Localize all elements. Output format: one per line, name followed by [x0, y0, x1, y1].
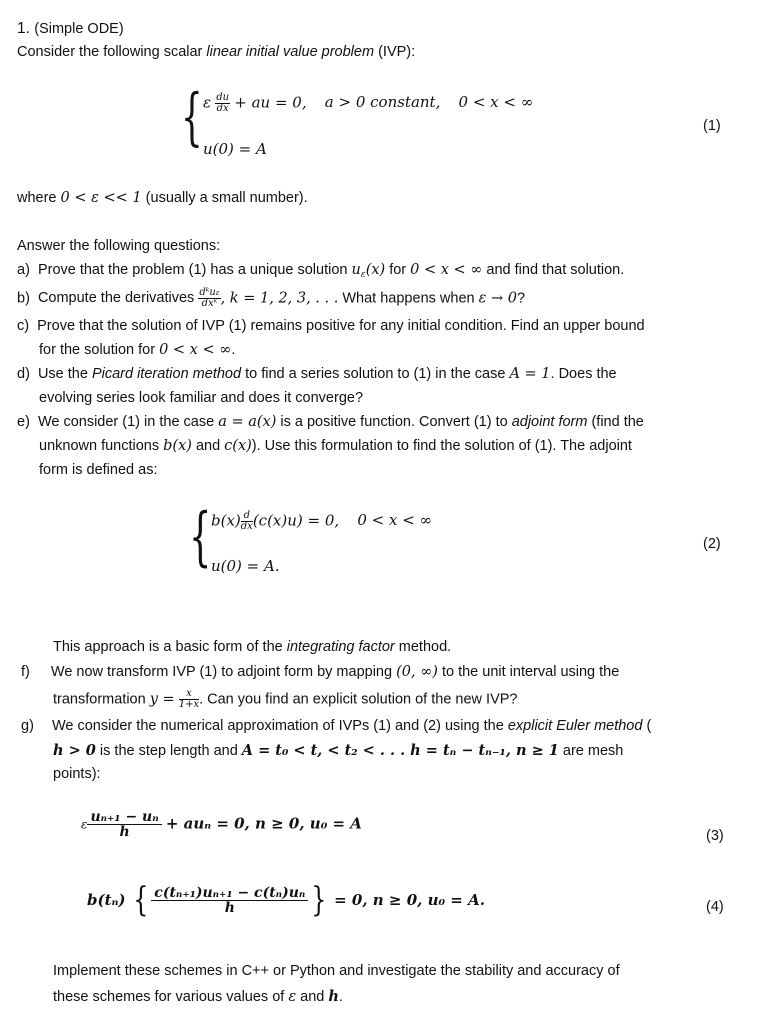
- question-e-line-2: unknown functions b(x) and c(x)). Use this formulation to find the solution of (1). The adjoint: [39, 438, 632, 454]
- problem-intro: Consider the following scalar linear initial value problem (IVP):: [17, 44, 416, 60]
- right-curly-brace-icon: }: [311, 880, 327, 920]
- question-g-line-2: h > 0 is the step length and A = t₀ < t, < t₂ < . . . h = tₙ − tₙ₋₁, n ≥ 1 are mesh: [53, 742, 624, 759]
- derivative-fraction: $\frac{\text{dᵏuε}}{\text{dxᵏ}}$: [199, 287, 220, 309]
- integrating-factor-note: This approach is a basic form of the integrating factor method.: [53, 639, 452, 655]
- left-curly-brace-icon: {: [132, 880, 149, 920]
- equation-1-line-2: u(0) = A: [203, 140, 267, 158]
- euler-difference-fraction: $\frac{\text{uₙ₊₁ − uₙ}}{h}$: [87, 810, 161, 839]
- equation-2-line-2: u(0) = A.: [211, 557, 280, 575]
- question-g: g) We consider the numerical approximation of IVPs (1) and (2) using the explicit Euler method (: [21, 718, 652, 734]
- question-g-line-3: points):: [53, 766, 101, 782]
- equation-2-line-1: b(x) $\frac{d}{dx}$ (c(x)u) = 0, 0 < x < ∞: [211, 510, 433, 532]
- epsilon-condition: where 0 < ε << 1 (usually a small number).: [17, 190, 308, 206]
- question-d: d) Use the Picard iteration method to find a series solution to (1) in the case A = 1. Does the: [17, 366, 617, 382]
- problem-number: 1.: [17, 20, 30, 37]
- question-e: e) We consider (1) in the case a = a(x) is a positive function. Convert (1) to adjoint form (find the: [17, 414, 644, 430]
- problem-title: (Simple ODE): [34, 21, 124, 37]
- question-f-line-2: transformation y = $\frac{x}{1+x}$ . Can you find an explicit solution of the new IVP?: [53, 688, 518, 710]
- question-e-line-3: form is defined as:: [39, 462, 158, 478]
- implement-line-1: Implement these schemes in C++ or Python and investigate the stability and accuracy of: [53, 963, 620, 979]
- question-c: c) Prove that the solution of IVP (1) remains positive for any initial condition. Find an upper bound: [17, 318, 645, 334]
- adjoint-euler-fraction: $\frac{\text{c(tₙ₊₁)uₙ₊₁ − c(tₙ)uₙ}}{h}$: [151, 886, 308, 915]
- problem-heading: [17, 20, 124, 38]
- x-over-1-plus-x-fraction: $\frac{x}{1+x}$: [178, 688, 200, 710]
- equation-4-label: (4): [706, 899, 724, 915]
- d-dx-fraction: $\frac{d}{dx}$: [240, 510, 253, 532]
- equation-1-line-1: ε $\frac{du}{dx}$ + au = 0, a > 0 constant, 0 < x < ∞: [203, 92, 534, 114]
- equation-2-label: (2): [703, 536, 721, 552]
- question-f: f) We now transform IVP (1) to adjoint form by mapping (0, ∞) to the unit interval using the: [21, 664, 620, 680]
- equation-3-label: (3): [706, 828, 724, 844]
- equation-4: b(tₙ) { $\frac{\text{c(tₙ₊₁)uₙ₊₁ − c(tₙ)uₙ}}{h}$ } = 0, n ≥ 0, u₀ = A.: [87, 880, 485, 920]
- questions-heading: Answer the following questions:: [17, 238, 221, 254]
- equation-1-label: (1): [703, 118, 721, 134]
- equation-3: ε $\frac{\text{uₙ₊₁ − uₙ}}{h}$ + auₙ = 0, n ≥ 0, u₀ = A: [81, 809, 362, 840]
- question-c-line-2: for the solution for 0 < x < ∞.: [39, 342, 236, 358]
- left-brace-icon: {: [181, 80, 203, 153]
- question-d-line-2: evolving series look familiar and does it converge?: [39, 390, 364, 406]
- du-dx-fraction: $\frac{du}{dx}$: [216, 92, 230, 114]
- question-a: a) Prove that the problem (1) has a unique solution $u_\varepsilon(x)$ for 0 < x < ∞ and find that solution.: [17, 262, 625, 280]
- question-b: b) Compute the derivatives $\frac{\text{dᵏuε}}{\text{dxᵏ}}$ , k = 1, 2, 3, . . . What happens when ε → 0?: [17, 287, 526, 309]
- left-brace-icon: {: [189, 500, 212, 574]
- implement-line-2: these schemes for various values of ε and h.: [53, 988, 343, 1005]
- intro-emphasis: linear initial value problem: [206, 44, 375, 60]
